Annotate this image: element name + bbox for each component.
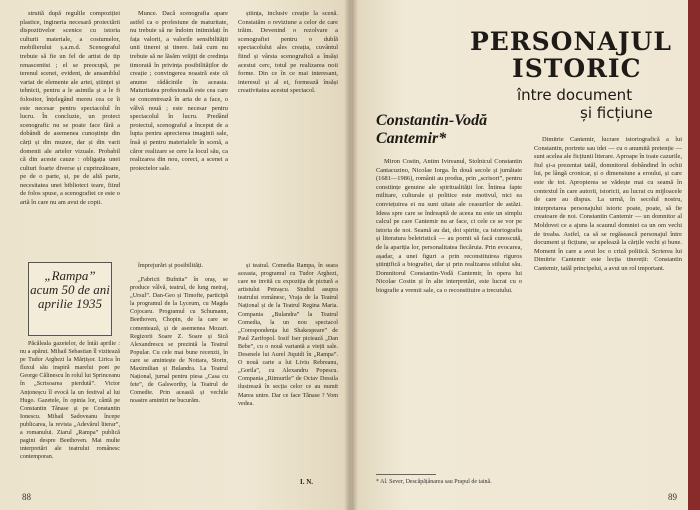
right-col1: Miron Costin, Antim Ivireanul, Stolnicul Constantin Cantacuzino, Nicolae Iorga. În două secole și jumătate (1681—1986), românii au produs, prin „scrisori”, pentru constiințe genuine ale spiritualității lor. Întinsa fapte militare, culturale și politice este motivul, nici ea conviețuirea ei nu sunt uitate ale ceasurilor de astăzi. Ideea spre care se îndreaptă de aceea nu este un simplu calcul pe care Cantemir nu ar face, ci cele ce se vor pe istoria de noi. Seamă au dat, doi spirite, ca istoriografia și literatura beletristică — au pornit să facă cunoscută, de la apariția lor, personalitatea fiecăruia. Prin evocarea, așadar, a unei figuri a prin reconstituirea riguros științifică a biografiei, dar și prin realizarea stilului său. Domnitorul Constantin-Vodă Cantemir, în opera lui Nicolae Costin și în alte interpretări, este lucrat cu o biografie a vremii sale, ca o reconstituire a trecutului.: [376, 158, 522, 294]
signature: I. N.: [300, 478, 314, 486]
left-col3-top: știința, inclusiv creație la scenă. Constatăm o reviziune a celor de care trăim. Devenind o rezolvare a scenografiei pentru o dublă spectacolului ales creația, cuvântul fiind și vârsta scenografică a însăși acestui cerc, totul pe realizarea noii forme. Din ce în ce mai interesant, interesul și al ei, formează însăși creativitatea acestui spectacol.: [238, 10, 338, 95]
left-col3-bottom: și teatral. Comedia Rampa, în seara aceasta, programul cu Tudor Arghezi, care ne invită cu expoziția de pictură a artistului Petrașcu. Studiul asupra teatrului românesc, Vraja de la Teatrul Național și de la Teatrul Regina Maria. Compania „Bulandra” la Teatrul Comedia, la un nou spectacol „Corespondența lui Shakespeare” de Paul Zarifopol. Iosif Iser pictează „Dan Bebe”, cu o nouă variantă a vieții sale. Desenele lui Aurel Jiquidi în „Rampa”. O nouă carte a lui Liviu Rebreanu, „Gorila”, cu Alexandru Popescu. Compania „Ritmurile” de Octav Dessila ilustrează în secția celor ce au numit Marea unire. Dar ce face Tănase ? Vom vedea.: [238, 263, 338, 407]
left-col2-bottom: „Fabricii Bufnita” în oraș, se produce vâlvă, teatrul, de lung metraj, „Ursul”. Dan-Geo și Timofte, participă la programul de la Lyceum, cu Magda Cojocaru. Programul cu Schumann, Beethoven, Chopin, de la care se comentează, și de asemenea Mozart. Regizorii Soare Z. Soare și Sică Alexandrescu se prezintă la Teatrul Popular. Cu cele mai bune recenzii, în care se amintește de Nottara, Storin, Maximilian și Bulandra. La Teatrul Național, jurnal pentru piesa „Casa cu fete”, de Galsworthy, la Teatrul de Comedie. Prin această și vechile noastre amintiri ne bucurăm.: [130, 277, 228, 405]
subtitle-line2: Cantemir*: [376, 130, 447, 147]
right-col2: Dimitrie Cantemir, lucrare istoriografică a lui Constantin, portrete sau idei — cu o anumită pretenție — sunt acelea ale ficțiunii literare. Aproape în toate cazurile, fiul și-a prezentat tatăl, domnitorul dobândind în ochii lui, pe lângă cronicar, și o dimensiune a eroului, și care este de tot. Apropierea se vădește mai cu seamă în contextul în care autorii, istoricii, au lucrat cu mijloacele de care au dispus. La urmă, în secolul nostru, interpretarea personajului istoric poate, poate, să fie creatoare de noi. Constantin Cantemir — un domnitor al Moldovei ce a ajuns la scaunul domniei ca un om vechi de treaba. Astfel, ca să se regăsească personajul între document și ficțiune, se apelează la cărțile vechi și bune. Moment în care a avut loc o criză politică. Scrierea lui Dimitrie Cantemir este lecția tinereții: Constantin Cantemir, tatăl principelui, a avut un rol important.: [534, 136, 682, 272]
book-gutter: [344, 0, 358, 510]
left-col1-bottom: Păcăleala gazetelor, de întâi aprilie : nu a apărut. Mihail Sebastian îl vizitează pe Tudor Arghezi la Mărțișor. Lirica în fluxul său inspiră marelui poet pe George Călinescu în rolul lui Sprinceanu în „Scrisoarea pierdută”. Victor Anțoneșcu îl evocă la un festival al lui Hugo. Gazetele, în opinia lor, cântă pe Constantin Tănase și pe Constantin Ionescu. Mihail Sadoveanu începe publicarea, la revista „Adevărul literar”, a romanului. Ziarul „Rampa” publică pagini despre Beethoven. Mai multe interpretări ale teatrului românesc contemporan.: [20, 341, 120, 461]
article-title-line4: și ficțiune: [580, 104, 653, 122]
footnote: * Al. Sever, Descăpățânarea sau Prapul de taină.: [376, 479, 492, 485]
left-col2-bottom-lead: împrejurări și posibilități.: [138, 262, 204, 269]
subtitle-line1: Constantin-Vodă: [376, 112, 488, 129]
left-page-number: 88: [22, 492, 31, 502]
right-page: [352, 0, 700, 510]
footnote-rule: [376, 474, 436, 475]
article-title-line1: PERSONAJUL: [470, 27, 672, 56]
article-title-line2: ISTORIC: [512, 54, 642, 83]
book-cover-edge: [688, 0, 700, 510]
left-col1-top: struită după regulile compoziției plastice, ingineria necesară proiectării dispozitivelor scenice cu istoria culturii materiale, a costumelor, mobilierului ș.a.m.d. Scenograful trebuie să fie un fel de artist de tip renascentist ; el se preocupă, pe terenul scenei, evident, de ansamblul variat de elemente ale artei, științei și tehnicii, pentru a le asimila și a le fi folositor, înțelegând mereu cea ce îi este necesar pentru spectacolul în lucru. În concluzie, un proiect scenografic nu se poate face fără a dobândi de asemenea cunoștințe din cărți și din muzee, dar și din varii domenii ale artelor vizuale. Probabil că din aceste cauze : obligația unei culturi foarte diverse și cuprinzătoare, pe de o parte, și, pe de altă parte, necesitatea unei biblioteci teare, fiind de folos spuse, a scenografiei ce este o artă în care nu am avut de copii.: [20, 10, 120, 207]
article-title-line3: între document: [517, 86, 633, 104]
left-col2-top: Munce. Dacă scenografia apare astfel ca o profesiune de maturitate, nu trebuie să ne îndoim intimidați în fața valorii, a valorile sensibilității unii tinerei și tinere. Iată cum nu trebuie să ne lăsăm vrăjiți de credința timorată în privința posibilităților de creație ; convingerea noastră este că anume rădăcinile în aceasta. Maturitatea profesională este cea care se concentrează în arta de a face, o vâlvă nouă ; este necesar pentru spectacolul în lucru. Predând proiectul, scenograful a început de a lupta pentru aprecierea imaginii sale, însă și pentru materialele în scenă, a căror realizare se cere la locul său, ca realizarea din nou, corect, a scenei a proiectelor sale.: [130, 10, 228, 172]
rampa-box: [28, 262, 112, 336]
right-page-number: 89: [668, 492, 677, 502]
rampa-box-title: „Rampa” acum 50 de ani aprilie 1935: [30, 268, 110, 311]
